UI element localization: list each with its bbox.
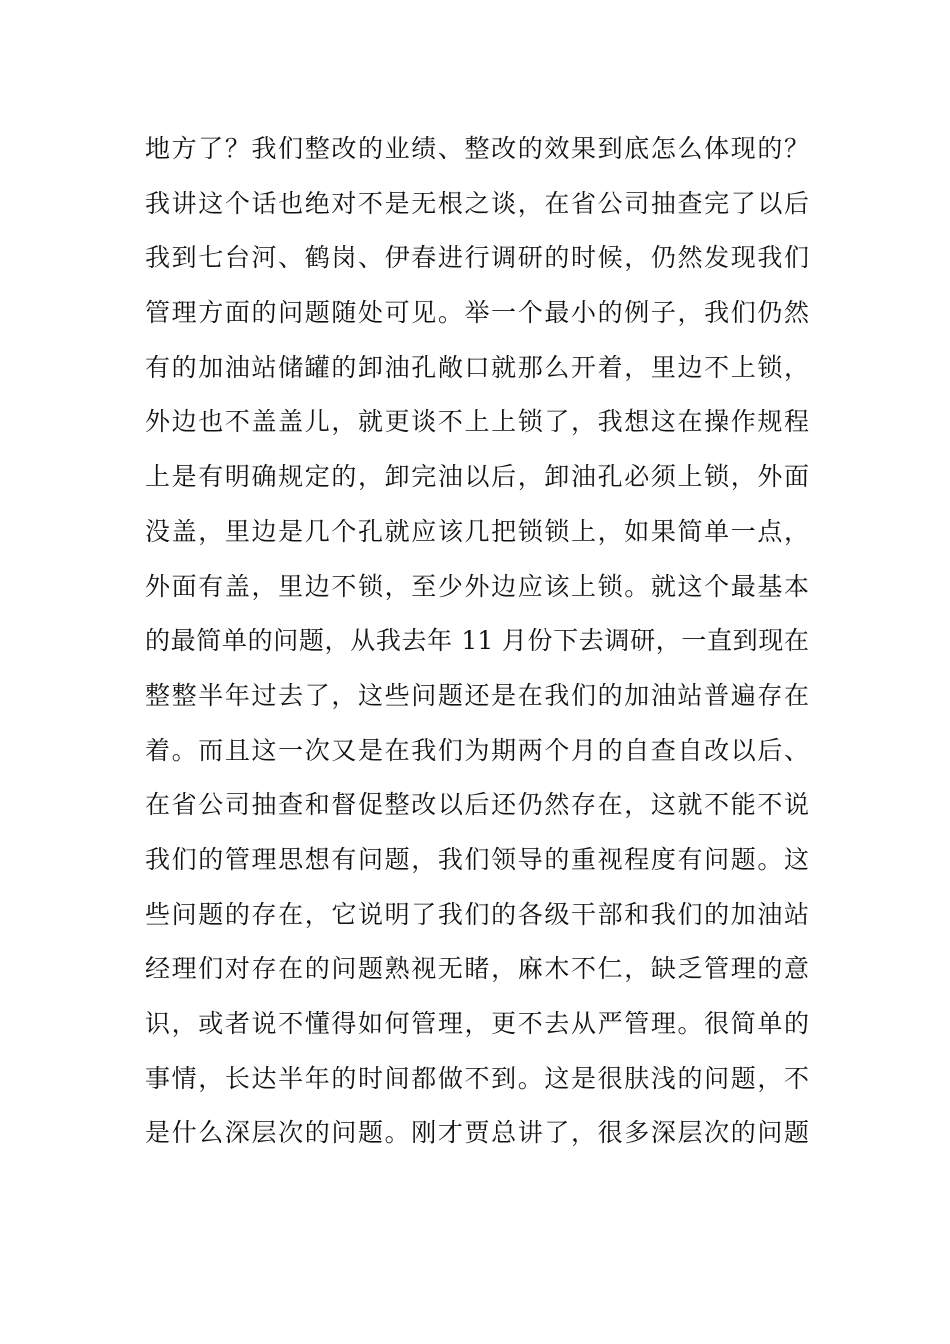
text-line: 上是有明确规定的，卸完油以后，卸油孔必须上锁，外面 (145, 462, 809, 492)
text-line: 我到七台河、鹤岗、伊春进行调研的时候，仍然发现我们 (145, 243, 809, 273)
text-line: 着。而且这一次又是在我们为期两个月的自查自改以后、 (145, 735, 809, 765)
text-line: 管理方面的问题随处可见。举一个最小的例子，我们仍然 (145, 298, 809, 328)
text-line: 识，或者说不懂得如何管理，更不去从严管理。很简单的 (145, 1009, 809, 1038)
text-line: 地方了？我们整改的业绩、整改的效果到底怎么体现的？ (145, 134, 809, 163)
body-paragraph (145, 122, 809, 1161)
text-line: 外面有盖，里边不锁，至少外边应该上锁。就这个最基本 (145, 571, 809, 601)
text-line: 我讲这个话也绝对不是无根之谈，在省公司抽查完了以后 (145, 188, 809, 218)
text-line: 的最简单的问题，从我去年 11 月份下去调研，一直到现在 (145, 626, 809, 656)
text-line: 整整半年过去了，这些问题还是在我们的加油站普遍存在 (145, 680, 809, 710)
text-line: 事情，长达半年的时间都做不到。这是很肤浅的问题，不 (145, 1063, 809, 1093)
text-line: 外边也不盖盖儿，就更谈不上上锁了，我想这在操作规程 (145, 407, 809, 437)
text-line: 没盖，里边是几个孔就应该几把锁锁上，如果简单一点， (145, 516, 809, 546)
text-line: 是什么深层次的问题。刚才贾总讲了，很多深层次的问题 (145, 1118, 809, 1148)
text-line: 有的加油站储罐的卸油孔敞口就那么开着，里边不上锁， (145, 352, 809, 382)
text-line: 在省公司抽查和督促整改以后还仍然存在，这就不能不说 (145, 790, 809, 820)
text-line: 经理们对存在的问题熟视无睹，麻木不仁，缺乏管理的意 (145, 954, 809, 984)
text-line: 些问题的存在，它说明了我们的各级干部和我们的加油站 (145, 899, 809, 929)
text-line: 我们的管理思想有问题，我们领导的重视程度有问题。这 (145, 844, 809, 874)
